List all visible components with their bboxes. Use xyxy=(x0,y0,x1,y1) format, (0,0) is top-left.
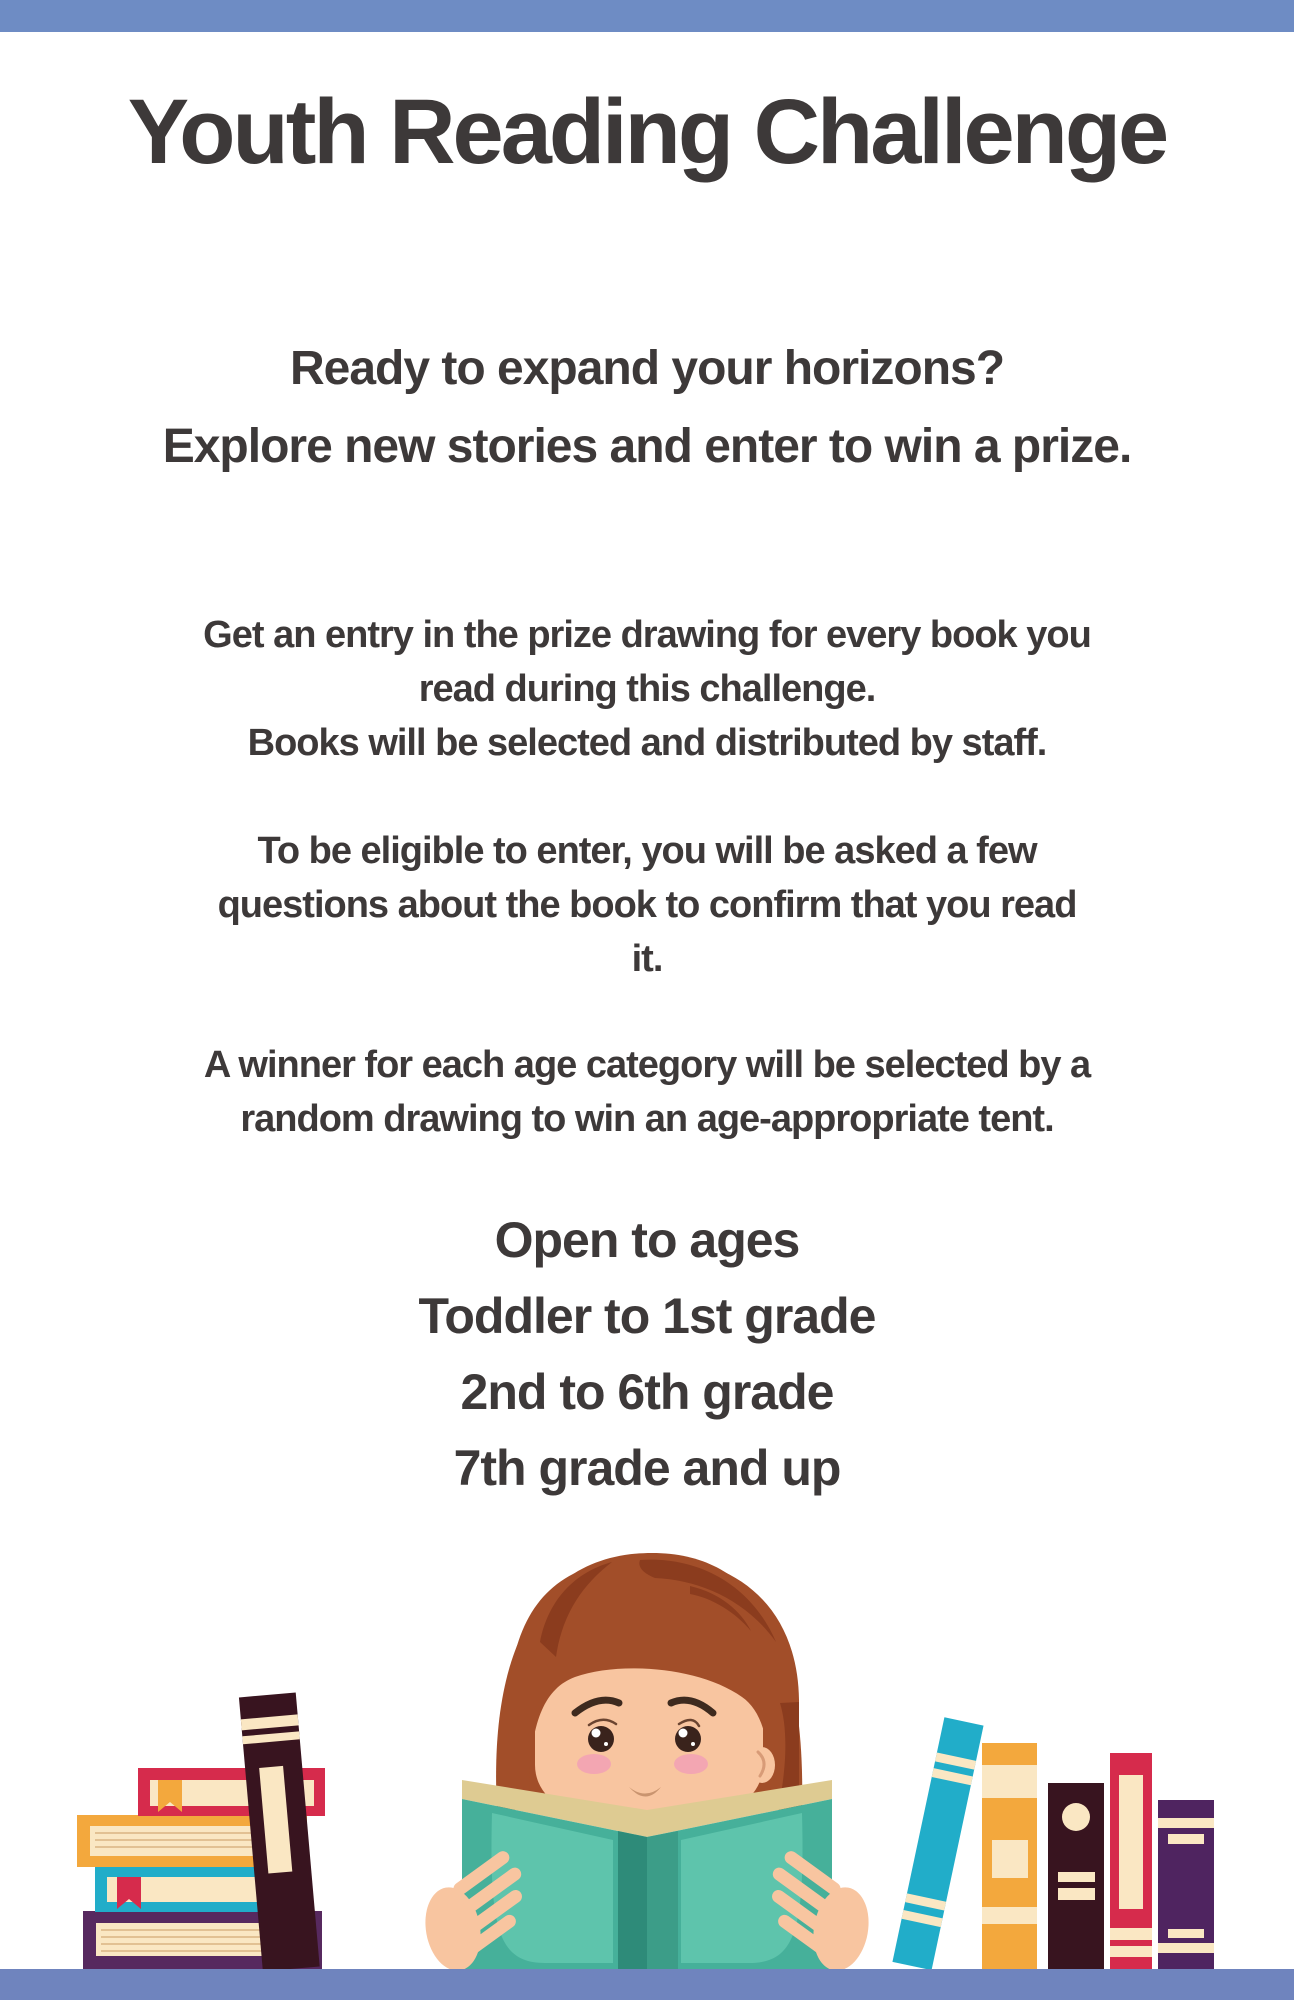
detail-line: read during this challenge. xyxy=(418,668,876,710)
reading-illustration xyxy=(0,1549,1294,1969)
top-banner-bar xyxy=(0,0,1294,32)
age-group-line: Open to ages xyxy=(494,1212,800,1268)
dark-shelf-book-icon xyxy=(1048,1783,1104,1969)
ear xyxy=(749,1747,775,1783)
detail-line: A winner for each age category will be selected by a xyxy=(203,1044,1091,1086)
yellow-shelf-book-icon xyxy=(982,1743,1037,1969)
detail-paragraph-eligibility xyxy=(0,824,1294,986)
age-group-line: Toddler to 1st grade xyxy=(418,1288,876,1344)
detail-paragraph-entries xyxy=(0,608,1294,770)
reading-girl-illustration xyxy=(419,1553,875,1969)
detail-line: questions about the book to confirm that you read xyxy=(217,884,1077,926)
crimson-shelf-book-icon xyxy=(1110,1753,1152,1969)
shelf-books-illustration xyxy=(892,1717,1214,1969)
book-stack-illustration xyxy=(77,1692,325,1969)
violet-shelf-book-icon xyxy=(1158,1800,1214,1969)
detail-line: it. xyxy=(631,938,663,980)
age-group-line: 7th grade and up xyxy=(453,1440,841,1496)
right-cheek xyxy=(674,1754,708,1774)
intro-line: Explore new stories and enter to win a prize. xyxy=(162,420,1132,473)
detail-paragraph-winner xyxy=(0,1038,1294,1146)
age-groups-block xyxy=(0,1202,1294,1506)
intro-block xyxy=(0,330,1294,486)
detail-line: Get an entry in the prize drawing for every book you xyxy=(203,614,1091,656)
page-title: Youth Reading Challenge xyxy=(127,81,1167,183)
cyan-book-icon xyxy=(892,1717,983,1969)
detail-line: random drawing to win an age-appropriate tent. xyxy=(240,1098,1054,1140)
detail-line: To be eligible to enter, you will be asked a few xyxy=(257,830,1037,872)
detail-line: Books will be selected and distributed by staff. xyxy=(247,722,1047,764)
intro-line: Ready to expand your horizons? xyxy=(289,342,1005,395)
age-group-line: 2nd to 6th grade xyxy=(460,1364,834,1420)
bottom-banner-bar xyxy=(0,1969,1294,2000)
left-cheek xyxy=(577,1754,611,1774)
